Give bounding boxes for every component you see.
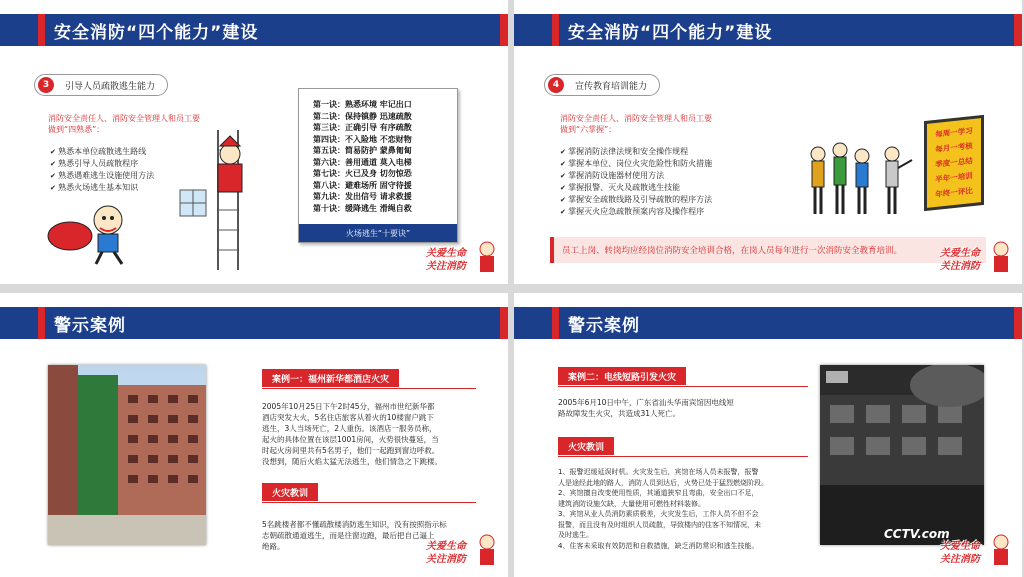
list-item: ✔ 掌握灭火应急疏散预案内容及操作程序 [560, 206, 712, 218]
case-description [558, 397, 734, 419]
cartoon-people-illustration [804, 140, 914, 224]
list-item: ✔ 掌握消防法律法规和安全操作规程 [560, 146, 712, 158]
para-line: 绝路。 [262, 542, 285, 551]
header-accent-right [500, 307, 508, 339]
case-tag: 案例一：福州新华都酒店火灾 [262, 369, 399, 387]
mascot-icon [476, 240, 498, 274]
rules-footer: 火场逃生“十要诀” [299, 224, 457, 242]
slide-title: 警示案例 [568, 315, 640, 336]
rule-item: 第七诀：火已及身 切勿惊恐 [313, 169, 412, 178]
case-tag-underline [262, 388, 476, 389]
training-board [924, 115, 984, 211]
header-accent-right [500, 14, 508, 46]
section-label: 引导人员疏散逃生能力 [65, 81, 156, 92]
rule-item: 第十诀：缓降逃生 滑绳自救 [313, 203, 412, 213]
slide-evacuation[interactable] [0, 0, 508, 284]
logo-line: 关爱生命 [426, 541, 466, 552]
board-line: 季度一总结 [935, 156, 973, 169]
logo-line: 关爱生命 [940, 541, 980, 552]
rule-item: 第三诀：正确引导 有序疏散 [313, 123, 412, 132]
slide-header [0, 307, 508, 339]
rule-item: 第四诀：不入险地 不恋财物 [313, 134, 412, 144]
ten-rules-card [298, 88, 458, 243]
header-accent [552, 307, 559, 339]
rule-item: 第九诀：发出信号 请求救援 [313, 192, 412, 201]
slide-training[interactable] [514, 0, 1022, 284]
list-item: ✔ 熟悉火场逃生基本知识 [50, 182, 154, 194]
rule-item: 第二诀：保持镇静 迅速疏散 [313, 111, 412, 121]
logo-line: 关注消防 [426, 261, 466, 272]
mascot-icon [476, 533, 498, 567]
slide-case-one[interactable] [0, 293, 508, 577]
para-line: 路故障发生火灾，共造成31人死亡。 [558, 409, 681, 418]
header-accent [38, 307, 45, 339]
para-line: 4、住客未采取有效防范和自救措施，缺乏消防常识和逃生技能。 [558, 541, 759, 550]
brand-logo [426, 533, 498, 569]
board-line: 每月一考核 [935, 141, 973, 154]
para-line: 没想到，随后火焰太猛无法逃生，他们情急之下跳楼。 [262, 457, 442, 466]
para-line: 2、宾馆擅自改变使用性质，其通道狭窄且弯曲，安全出口不足， [558, 489, 759, 497]
section-pill [544, 74, 660, 96]
list-item: ✔ 掌握安全疏散线路及引导疏散的程序方法 [560, 194, 712, 206]
lesson-description [558, 467, 818, 551]
section-number: 3 [38, 77, 54, 93]
banner-text: 员工上岗、转岗均应经岗位消防安全培训合格，在岗人员每年进行一次消防安全教育培训。 [562, 246, 903, 256]
logo-line: 关爱生命 [426, 248, 466, 259]
section-pill [34, 74, 168, 96]
board-line: 半年一培训 [935, 171, 973, 184]
lesson-tag-underline [262, 502, 476, 503]
para-line: 人是途经此地的路人，消防人员到达后，火势已处于猛烈燃烧阶段。 [558, 478, 768, 487]
lesson-description [262, 519, 447, 552]
para-line: 1、报警迟缓延误时机。火灾发生后，宾馆在场人员未报警，报警 [558, 468, 759, 476]
slide-title: 警示案例 [54, 315, 126, 336]
mascot-icon [990, 533, 1012, 567]
rule-item: 第一诀：熟悉环境 牢记出口 [313, 100, 412, 109]
board-line: 年终一评比 [935, 186, 973, 199]
list-item: ✔ 掌握本单位、岗位火灾危险性和防火措施 [560, 158, 712, 170]
intro-text [560, 113, 712, 135]
intro-line: 消防安全责任人、消防安全管理人和员工要 [48, 114, 200, 123]
para-line: 时起火房间里共有5名男子，他们一起跑到窗边呼救。 [262, 446, 440, 455]
intro-line: 消防安全责任人、消防安全管理人和员工要 [560, 114, 712, 123]
slide-header [514, 307, 1022, 339]
case-tag: 案例二：电线短路引发火灾 [558, 367, 686, 385]
header-accent-right [1014, 307, 1022, 339]
case-tag-underline [558, 386, 808, 387]
cartoon-running-illustration [38, 198, 148, 268]
hotel-fire-photo [48, 365, 206, 545]
slide-header [514, 14, 1022, 46]
master-list [560, 146, 712, 218]
para-line: 逃生，3人当场死亡，2人重伤。该酒店一服务员称， [262, 424, 437, 433]
list-item: ✔ 熟悉遇难逃生设施使用方法 [50, 170, 154, 182]
lesson-tag: 火灾教训 [262, 483, 318, 501]
lesson-tag-underline [558, 456, 808, 457]
cartoon-ladder-illustration [178, 130, 258, 270]
para-line: 报警，而且没有及时组织人员疏散，导致楼内的住客不知情况，未 [558, 520, 761, 529]
slide-header [0, 14, 508, 46]
header-accent [38, 14, 45, 46]
para-line: 2005年6月10日中午，广东省汕头华南宾馆因电线短 [558, 398, 734, 407]
logo-line: 关注消防 [940, 261, 980, 272]
photo-watermark: CCTV.com [884, 527, 950, 541]
logo-line: 关爱生命 [940, 248, 980, 259]
para-line: 及时逃生。 [558, 531, 593, 539]
slide-title: 安全消防“四个能力”建设 [54, 22, 259, 43]
training-banner [550, 237, 986, 263]
brand-logo [940, 533, 1012, 569]
mascot-icon [990, 240, 1012, 274]
para-line: 2005年10月25日下午2时45分，福州市世纪新华都 [262, 402, 435, 411]
intro-line: 做到“四熟悉”： [48, 125, 105, 134]
section-number: 4 [548, 77, 564, 93]
logo-line: 关注消防 [940, 554, 980, 565]
rule-item: 第八诀：避难场所 固守待援 [313, 180, 412, 190]
intro-line: 做到“六掌握”： [560, 125, 617, 134]
lesson-tag: 火灾教训 [558, 437, 614, 455]
section-label: 宣传教育培训能力 [575, 81, 648, 92]
slide-case-two[interactable] [514, 293, 1022, 577]
para-line: 酒店突发大火，5名住店旅客从着火的10楼窗户跳下 [262, 413, 434, 422]
list-item: ✔ 熟悉引导人员疏散程序 [50, 158, 154, 170]
logo-line: 关注消防 [426, 554, 466, 565]
brand-logo [940, 240, 1012, 276]
board-line: 每周一学习 [935, 126, 973, 139]
case-description [262, 401, 442, 467]
header-accent-right [1014, 14, 1022, 46]
brand-logo [426, 240, 498, 276]
familiar-list [50, 146, 154, 194]
para-line: 志朝疏散通道逃生，而是往窗边跑，最后把自己逼上 [262, 531, 435, 540]
para-line: 5名跳楼者都不懂疏散楼消防逃生知识，没有按照指示标 [262, 520, 447, 529]
header-accent [552, 14, 559, 46]
para-line: 起火的具体位置在该层1001房间，火势很快蔓延，当 [262, 435, 439, 444]
list-item: ✔ 掌握消防设施器材使用方法 [560, 170, 712, 182]
fire-scene-photo [820, 365, 984, 545]
list-item: ✔ 熟悉本单位疏散逃生路线 [50, 146, 154, 158]
slide-title: 安全消防“四个能力”建设 [568, 22, 773, 43]
rule-item: 第六诀：善用通道 莫入电梯 [313, 157, 412, 167]
para-line: 3、宾馆从业人员消防素质极差，火灾发生后，工作人员不但不会 [558, 510, 759, 518]
para-line: 建筑消防设施欠缺，大量使用可燃性材料装修。 [558, 499, 705, 508]
rule-item: 第五诀：简易防护 蒙鼻匍匐 [313, 146, 412, 155]
list-item: ✔ 掌握报警、灭火及疏散逃生技能 [560, 182, 712, 194]
